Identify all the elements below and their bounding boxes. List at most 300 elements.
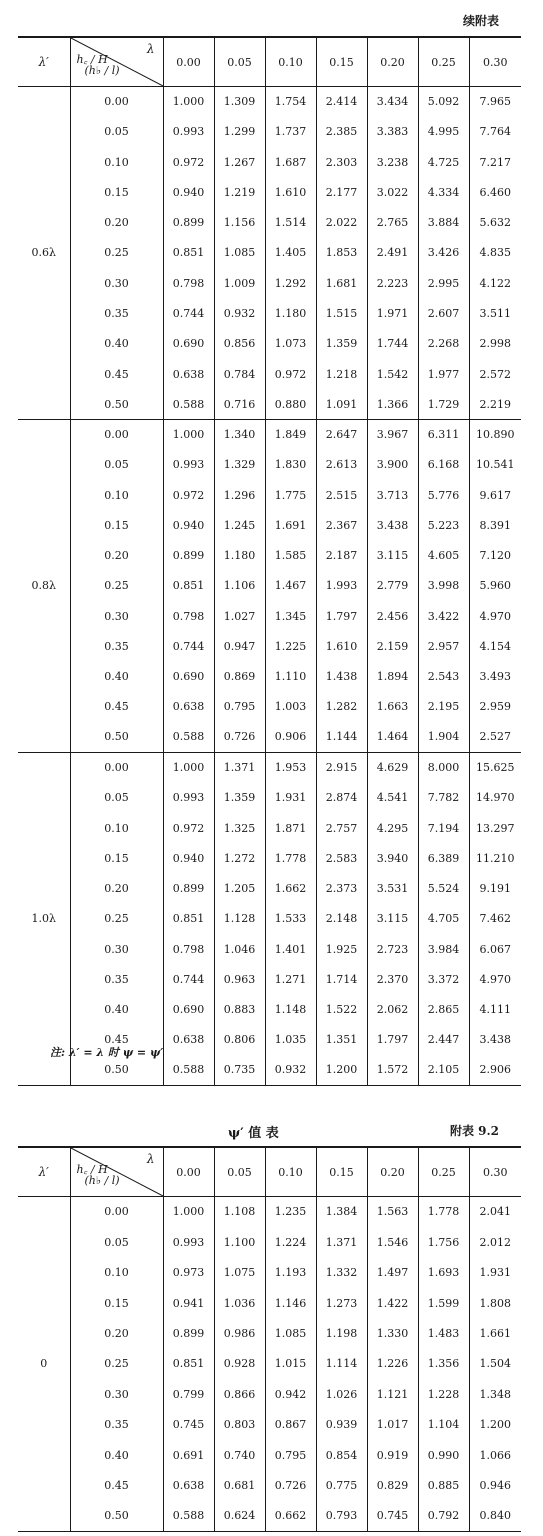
- bottom-caption: 附表 9.2: [449, 1124, 499, 1138]
- value-cell: 0.726: [214, 722, 265, 752]
- value-cell: 0.854: [316, 1440, 367, 1470]
- value-cell: 1.015: [265, 1349, 316, 1379]
- value-cell: 0.624: [214, 1501, 265, 1531]
- diag-hb-label: (h♭ / l): [84, 64, 120, 77]
- value-cell: 1.000: [163, 419, 214, 449]
- hc-value: 0.50: [70, 389, 163, 419]
- value-cell: 2.995: [418, 268, 469, 298]
- value-cell: 1.245: [214, 510, 265, 540]
- value-cell: 1.200: [469, 1410, 521, 1440]
- value-cell: 0.775: [316, 1470, 367, 1500]
- value-cell: 4.541: [367, 783, 418, 813]
- value-cell: 2.906: [469, 1055, 521, 1085]
- value-cell: 0.993: [163, 450, 214, 480]
- value-cell: 1.661: [469, 1318, 521, 1348]
- hc-value: 0.10: [104, 488, 129, 502]
- col-header: 0.00: [163, 1147, 214, 1197]
- value-cell: 1.296: [214, 480, 265, 510]
- value-cell: 0.856: [214, 329, 265, 359]
- value-cell: 1.046: [214, 934, 265, 964]
- value-cell: 6.168: [418, 450, 469, 480]
- table-row: [18, 540, 521, 570]
- value-cell: 1.100: [214, 1227, 265, 1257]
- diagonal-header-cell: [70, 37, 163, 87]
- group-label: 0.6λ: [18, 87, 70, 420]
- value-cell: 0.691: [163, 1440, 214, 1470]
- hc-value: 0.15: [104, 1296, 129, 1310]
- value-cell: 1.359: [214, 783, 265, 813]
- value-cell: 1.931: [469, 1257, 521, 1287]
- value-cell: 0.940: [163, 177, 214, 207]
- table-row: [18, 904, 521, 934]
- value-cell: 1.218: [316, 359, 367, 389]
- value-cell: 4.970: [469, 601, 521, 631]
- diag-lambda-label: λ: [146, 42, 155, 56]
- value-cell: 0.690: [163, 994, 214, 1024]
- value-cell: 3.531: [367, 873, 418, 903]
- value-cell: 1.332: [316, 1257, 367, 1287]
- value-cell: 1.225: [265, 631, 316, 661]
- value-cell: 3.900: [367, 450, 418, 480]
- table-row: [18, 1379, 521, 1409]
- value-cell: 0.940: [163, 510, 214, 540]
- value-cell: 1.693: [418, 1257, 469, 1287]
- value-cell: 1.271: [265, 964, 316, 994]
- value-cell: 0.588: [163, 389, 214, 419]
- value-cell: 1.384: [316, 1197, 367, 1227]
- value-cell: 0.866: [214, 1379, 265, 1409]
- value-cell: 4.725: [418, 147, 469, 177]
- hc-value: 0.30: [104, 609, 129, 623]
- value-cell: 1.563: [367, 1197, 418, 1227]
- table-row: [18, 298, 521, 328]
- value-cell: 1.200: [316, 1055, 367, 1085]
- value-cell: 2.223: [367, 268, 418, 298]
- value-cell: 1.504: [469, 1349, 521, 1379]
- value-cell: 2.187: [316, 540, 367, 570]
- value-cell: 1.662: [265, 873, 316, 903]
- value-cell: 0.919: [367, 1440, 418, 1470]
- value-cell: 0.932: [214, 298, 265, 328]
- value-cell: 0.986: [214, 1318, 265, 1348]
- value-cell: 0.972: [265, 359, 316, 389]
- value-cell: 1.325: [214, 813, 265, 843]
- col-header: 0.10: [265, 1147, 316, 1197]
- value-cell: 2.543: [418, 662, 469, 692]
- hc-value: 0.15: [104, 518, 129, 532]
- value-cell: 3.713: [367, 480, 418, 510]
- value-cell: 6.067: [469, 934, 521, 964]
- value-cell: 6.460: [469, 177, 521, 207]
- value-cell: 1.744: [367, 329, 418, 359]
- col-header: 0.00: [163, 37, 214, 87]
- value-cell: 1.066: [469, 1440, 521, 1470]
- value-cell: 1.193: [265, 1257, 316, 1287]
- value-cell: 2.414: [316, 87, 367, 117]
- value-cell: 2.062: [367, 994, 418, 1024]
- value-cell: 0.799: [163, 1379, 214, 1409]
- value-cell: 3.115: [367, 904, 418, 934]
- col-header: 0.10: [265, 37, 316, 87]
- hc-value: 0.35: [104, 972, 129, 986]
- value-cell: 1.292: [265, 268, 316, 298]
- value-cell: 1.272: [214, 843, 265, 873]
- value-cell: 2.148: [316, 904, 367, 934]
- hc-value: 0.50: [70, 722, 163, 752]
- value-cell: 2.195: [418, 692, 469, 722]
- value-cell: 2.367: [316, 510, 367, 540]
- value-cell: 1.610: [265, 177, 316, 207]
- value-cell: 2.303: [316, 147, 367, 177]
- value-cell: 1.756: [418, 1227, 469, 1257]
- diag-hc-label: h꜀ / H: [76, 1163, 108, 1176]
- group-label: 1.0λ: [18, 752, 70, 1085]
- value-cell: 1.345: [265, 601, 316, 631]
- value-cell: 2.219: [469, 389, 521, 419]
- table-row: [18, 1501, 521, 1531]
- bottom-table: [18, 1146, 521, 1532]
- group-label: 0.8λ: [18, 419, 70, 752]
- value-cell: 0.851: [163, 238, 214, 268]
- table-row: [18, 329, 521, 359]
- value-cell: 1.075: [214, 1257, 265, 1287]
- value-cell: 2.723: [367, 934, 418, 964]
- bottom-title: ψ′ 值 表: [228, 1126, 279, 1141]
- hc-value: 0.00: [104, 1205, 129, 1219]
- value-cell: 0.899: [163, 540, 214, 570]
- table-row: [18, 510, 521, 540]
- value-cell: 0.869: [214, 662, 265, 692]
- value-cell: 1.026: [316, 1379, 367, 1409]
- value-cell: 0.883: [214, 994, 265, 1024]
- value-cell: 4.605: [418, 540, 469, 570]
- col-header: 0.05: [214, 37, 265, 87]
- value-cell: 0.806: [214, 1025, 265, 1055]
- value-cell: 0.940: [163, 843, 214, 873]
- value-cell: 1.128: [214, 904, 265, 934]
- hc-value: 0.35: [104, 639, 129, 653]
- value-cell: 0.963: [214, 964, 265, 994]
- value-cell: 1.533: [265, 904, 316, 934]
- value-cell: 1.691: [265, 510, 316, 540]
- table-row: [18, 813, 521, 843]
- value-cell: 1.977: [418, 359, 469, 389]
- hc-value: 0.25: [104, 1357, 129, 1371]
- value-cell: 0.993: [163, 1227, 214, 1257]
- value-cell: 2.959: [469, 692, 521, 722]
- value-cell: 0.840: [469, 1501, 521, 1531]
- value-cell: 2.583: [316, 843, 367, 873]
- value-cell: 1.108: [214, 1197, 265, 1227]
- value-cell: 1.144: [316, 722, 367, 752]
- value-cell: 6.389: [418, 843, 469, 873]
- value-cell: 0.851: [163, 571, 214, 601]
- value-cell: 0.744: [163, 964, 214, 994]
- value-cell: 1.797: [367, 1025, 418, 1055]
- value-cell: 4.295: [367, 813, 418, 843]
- hc-value: 0.35: [104, 306, 129, 320]
- col-header: 0.25: [418, 37, 469, 87]
- value-cell: 6.311: [418, 419, 469, 449]
- value-cell: 3.426: [418, 238, 469, 268]
- value-cell: 1.036: [214, 1288, 265, 1318]
- value-cell: 2.607: [418, 298, 469, 328]
- value-cell: 0.726: [265, 1470, 316, 1500]
- value-cell: 0.947: [214, 631, 265, 661]
- value-cell: 2.022: [316, 208, 367, 238]
- value-cell: 3.383: [367, 117, 418, 147]
- value-cell: 0.744: [163, 298, 214, 328]
- value-cell: 0.792: [418, 1501, 469, 1531]
- value-cell: 0.795: [214, 692, 265, 722]
- value-cell: 2.105: [418, 1055, 469, 1085]
- value-cell: 1.359: [316, 329, 367, 359]
- value-cell: 1.073: [265, 329, 316, 359]
- table-row: [18, 964, 521, 994]
- value-cell: 0.638: [163, 359, 214, 389]
- value-cell: 1.146: [265, 1288, 316, 1318]
- value-cell: 2.177: [316, 177, 367, 207]
- value-cell: 1.003: [265, 692, 316, 722]
- value-cell: 1.808: [469, 1288, 521, 1318]
- value-cell: 8.000: [418, 752, 469, 782]
- table-row: [18, 692, 521, 722]
- value-cell: 1.366: [367, 389, 418, 419]
- table-row: [18, 1318, 521, 1348]
- table-row: [18, 843, 521, 873]
- value-cell: 1.610: [316, 631, 367, 661]
- value-cell: 3.511: [469, 298, 521, 328]
- value-cell: 1.572: [367, 1055, 418, 1085]
- value-cell: 1.106: [214, 571, 265, 601]
- value-cell: 0.973: [163, 1257, 214, 1287]
- value-cell: 1.422: [367, 1288, 418, 1318]
- hc-value: 0.30: [104, 276, 129, 290]
- value-cell: 7.764: [469, 117, 521, 147]
- hc-value: 0.00: [104, 761, 129, 775]
- value-cell: 0.972: [163, 813, 214, 843]
- value-cell: 1.497: [367, 1257, 418, 1287]
- value-cell: 1.091: [316, 389, 367, 419]
- value-cell: 1.329: [214, 450, 265, 480]
- value-cell: 0.928: [214, 1349, 265, 1379]
- table-row: [18, 1440, 521, 1470]
- value-cell: 0.829: [367, 1470, 418, 1500]
- value-cell: 0.690: [163, 662, 214, 692]
- value-cell: 1.371: [316, 1227, 367, 1257]
- value-cell: 1.000: [163, 87, 214, 117]
- col-header: 0.15: [316, 37, 367, 87]
- value-cell: 1.514: [265, 208, 316, 238]
- value-cell: 8.391: [469, 510, 521, 540]
- value-cell: 0.681: [214, 1470, 265, 1500]
- value-cell: 1.681: [316, 268, 367, 298]
- value-cell: 2.268: [418, 329, 469, 359]
- value-cell: 0.638: [163, 1470, 214, 1500]
- value-cell: 7.462: [469, 904, 521, 934]
- table-row: [18, 208, 521, 238]
- table-row: [18, 662, 521, 692]
- value-cell: 1.235: [265, 1197, 316, 1227]
- hc-value: 0.20: [104, 1326, 129, 1340]
- value-cell: 0.972: [163, 147, 214, 177]
- value-cell: 1.356: [418, 1349, 469, 1379]
- value-cell: 3.238: [367, 147, 418, 177]
- value-cell: 5.776: [418, 480, 469, 510]
- value-cell: 0.795: [265, 1440, 316, 1470]
- value-cell: 1.110: [265, 662, 316, 692]
- value-cell: 0.662: [265, 1501, 316, 1531]
- value-cell: 1.871: [265, 813, 316, 843]
- value-cell: 1.714: [316, 964, 367, 994]
- table-row: [18, 1257, 521, 1287]
- top-table: [18, 36, 521, 1086]
- value-cell: 1.228: [418, 1379, 469, 1409]
- value-cell: 1.830: [265, 450, 316, 480]
- value-cell: 1.273: [316, 1288, 367, 1318]
- hc-value: 0.45: [104, 1033, 129, 1047]
- table-row: [18, 177, 521, 207]
- value-cell: 1.663: [367, 692, 418, 722]
- value-cell: 1.971: [367, 298, 418, 328]
- value-cell: 1.729: [418, 389, 469, 419]
- value-cell: 0.744: [163, 631, 214, 661]
- diag-lambda-label: λ: [146, 1152, 155, 1166]
- value-cell: 1.515: [316, 298, 367, 328]
- value-cell: 1.226: [367, 1349, 418, 1379]
- value-cell: 1.267: [214, 147, 265, 177]
- value-cell: 3.940: [367, 843, 418, 873]
- value-cell: 0.803: [214, 1410, 265, 1440]
- value-cell: 1.148: [265, 994, 316, 1024]
- table-row: [18, 450, 521, 480]
- value-cell: 0.867: [265, 1410, 316, 1440]
- hc-value: 0.40: [104, 337, 129, 351]
- value-cell: 1.993: [316, 571, 367, 601]
- value-cell: 1.542: [367, 359, 418, 389]
- value-cell: 2.572: [469, 359, 521, 389]
- value-cell: 0.851: [163, 1349, 214, 1379]
- value-cell: 2.012: [469, 1227, 521, 1257]
- hc-value: 0.25: [104, 579, 129, 593]
- value-cell: 4.154: [469, 631, 521, 661]
- table-row: [18, 783, 521, 813]
- table-row: [18, 1410, 521, 1440]
- value-cell: 1.282: [316, 692, 367, 722]
- value-cell: 3.438: [367, 510, 418, 540]
- hc-value: 0.45: [104, 700, 129, 714]
- value-cell: 1.904: [418, 722, 469, 752]
- row-label-header: λ′: [18, 1147, 70, 1197]
- table-row: [18, 359, 521, 389]
- hc-value: 0.05: [104, 1235, 129, 1249]
- table-row: [18, 389, 521, 419]
- table-row: [18, 238, 521, 268]
- value-cell: 3.438: [469, 1025, 521, 1055]
- value-cell: 3.998: [418, 571, 469, 601]
- value-cell: 9.191: [469, 873, 521, 903]
- hc-value: 0.10: [104, 155, 129, 169]
- table-row: [18, 1470, 521, 1500]
- value-cell: 1.330: [367, 1318, 418, 1348]
- value-cell: 4.334: [418, 177, 469, 207]
- value-cell: 1.104: [418, 1410, 469, 1440]
- hc-value: 0.00: [104, 95, 129, 109]
- hc-value: 0.15: [104, 185, 129, 199]
- value-cell: 1.085: [214, 238, 265, 268]
- value-cell: 0.784: [214, 359, 265, 389]
- value-cell: 1.000: [163, 1197, 214, 1227]
- value-cell: 0.716: [214, 389, 265, 419]
- value-cell: 2.447: [418, 1025, 469, 1055]
- value-cell: 1.754: [265, 87, 316, 117]
- value-cell: 1.849: [265, 419, 316, 449]
- value-cell: 0.638: [163, 1025, 214, 1055]
- value-cell: 1.405: [265, 238, 316, 268]
- value-cell: 7.120: [469, 540, 521, 570]
- value-cell: 9.617: [469, 480, 521, 510]
- value-cell: 1.894: [367, 662, 418, 692]
- value-cell: 1.219: [214, 177, 265, 207]
- value-cell: 1.599: [418, 1288, 469, 1318]
- hc-value: 0.20: [104, 216, 129, 230]
- hc-value: 0.45: [104, 367, 129, 381]
- table-row: [18, 419, 521, 449]
- value-cell: 0.851: [163, 904, 214, 934]
- value-cell: 1.085: [265, 1318, 316, 1348]
- hc-value: 0.45: [104, 1479, 129, 1493]
- value-cell: 10.890: [469, 419, 521, 449]
- value-cell: 7.782: [418, 783, 469, 813]
- value-cell: 0.885: [418, 1470, 469, 1500]
- hc-value: 0.35: [104, 1418, 129, 1432]
- value-cell: 2.865: [418, 994, 469, 1024]
- table-row: [18, 752, 521, 782]
- value-cell: 4.995: [418, 117, 469, 147]
- diagonal-header-cell: [70, 1147, 163, 1197]
- value-cell: 0.798: [163, 268, 214, 298]
- table-row: [18, 1288, 521, 1318]
- value-cell: 1.000: [163, 752, 214, 782]
- hc-value: 0.05: [104, 458, 129, 472]
- value-cell: 1.224: [265, 1227, 316, 1257]
- hc-value: 0.20: [104, 882, 129, 896]
- value-cell: 4.122: [469, 268, 521, 298]
- value-cell: 1.009: [214, 268, 265, 298]
- hc-value: 0.05: [104, 125, 129, 139]
- value-cell: 0.932: [265, 1055, 316, 1085]
- value-cell: 11.210: [469, 843, 521, 873]
- value-cell: 1.483: [418, 1318, 469, 1348]
- diag-hb-label: (h♭ / l): [84, 1174, 120, 1187]
- table-row: [18, 722, 521, 752]
- table-row: [18, 934, 521, 964]
- value-cell: 1.351: [316, 1025, 367, 1055]
- value-cell: 0.735: [214, 1055, 265, 1085]
- col-header: 0.30: [469, 1147, 521, 1197]
- hc-value: 0.30: [104, 1387, 129, 1401]
- value-cell: 2.757: [316, 813, 367, 843]
- value-cell: 4.970: [469, 964, 521, 994]
- value-cell: 1.953: [265, 752, 316, 782]
- value-cell: 10.541: [469, 450, 521, 480]
- value-cell: 1.778: [418, 1197, 469, 1227]
- hc-value: 0.10: [104, 821, 129, 835]
- value-cell: 2.385: [316, 117, 367, 147]
- diag-hc-label: h꜀ / H: [76, 53, 108, 66]
- table-row: [18, 480, 521, 510]
- value-cell: 1.687: [265, 147, 316, 177]
